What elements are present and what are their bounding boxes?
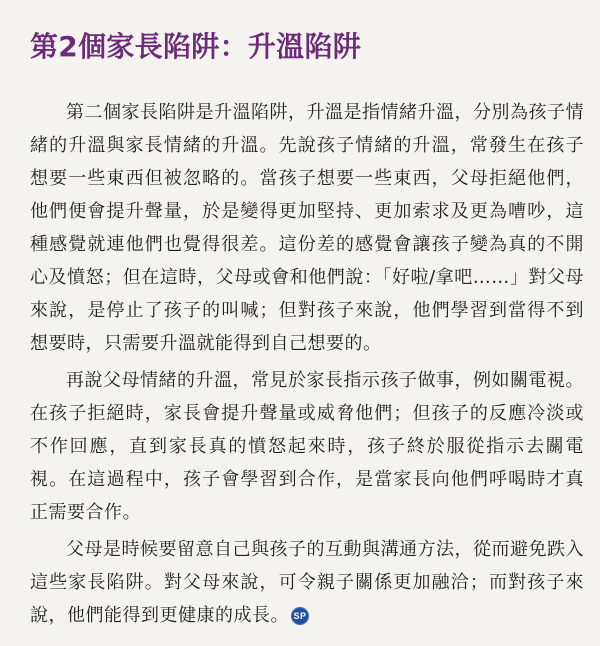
article-title: 第2個家長陷阱：升溫陷阱: [30, 30, 362, 63]
paragraph-2-text: 再說父母情緒的升溫，常見於家長指示孩子做事，例如關電視。在孩子拒絕時，家長會提升聲量或威脅他們；但孩子的反應冷淡或不作回應，直到家長真的憤怒起來時，孩子終於服從指示去關電視。在這過程中，孩子會學習到合作，是當家長向他們呼喝時才真正需要合作。: [30, 370, 584, 523]
sp-badge-text: SP: [293, 610, 307, 621]
sp-badge-icon: [291, 607, 309, 625]
paragraph-2: [30, 364, 584, 529]
paragraph-3: [30, 533, 584, 632]
paragraph-1-text: 第二個家長陷阱是升溫陷阱，升溫是指情緒升溫，分別為孩子情緒的升溫與家長情緒的升溫。先說孩子情緒的升溫，常發生在孩子想要一些東西但被忽略的。當孩子想要一些東西，父母拒絕他們，他們便會提升聲量，於是變得更加堅持、更加索求及更為嘈吵，這種感覺就連他們也覺得很差。這份差的感覺會讓孩子變為真的不開心及憤怒；但在這時，父母或會和他們說：「好啦/拿吧……」對父母來說，是停止了孩子的叫喊；但對孩子來說，他們學習到當得不到想要時，只需要升溫就能得到自己想要的。: [30, 102, 584, 354]
paragraph-3-text: 父母是時候要留意自己與孩子的互動與溝通方法，從而避免跌入這些家長陷阱。對父母來說，可令親子關係更加融洽；而對孩子來說，他們能得到更健康的成長。: [30, 539, 584, 626]
paragraph-1: [30, 96, 584, 360]
